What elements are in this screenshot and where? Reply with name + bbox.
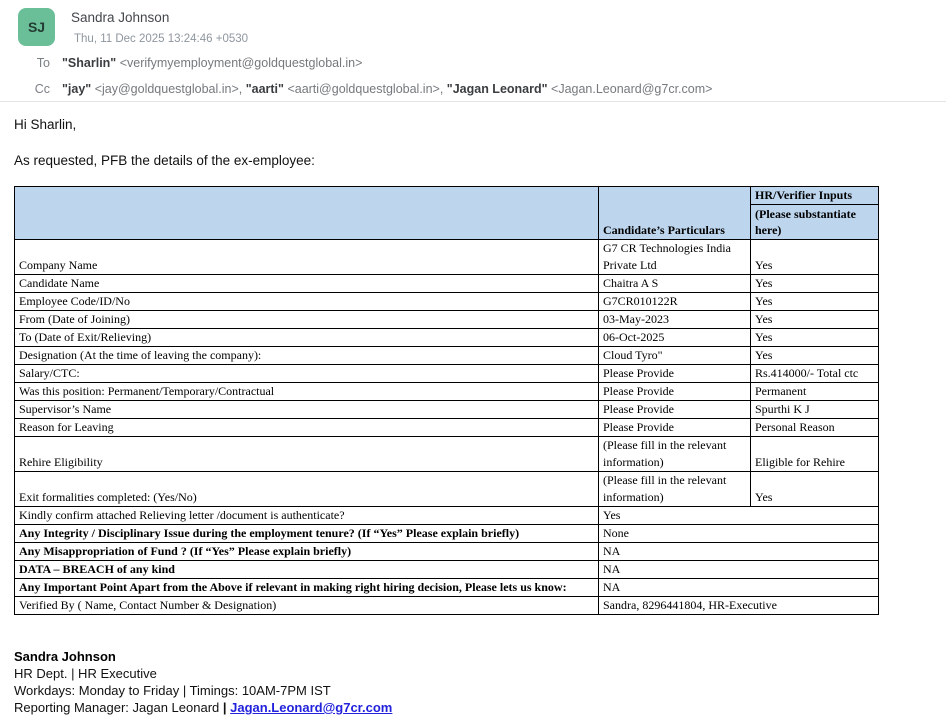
table-row bbox=[15, 579, 879, 597]
row-value: G7 CR Technologies India Private Ltd bbox=[599, 240, 751, 275]
table-row bbox=[15, 543, 879, 561]
row-verifier: Yes bbox=[751, 329, 879, 347]
row-verifier: Permanent bbox=[751, 383, 879, 401]
to-label: To bbox=[36, 56, 50, 70]
recipient-name: "Sharlin" bbox=[62, 56, 117, 70]
signature-manager-line bbox=[14, 699, 946, 716]
greeting-text: Hi Sharlin, bbox=[14, 117, 77, 132]
row-label: Supervisor’s Name bbox=[15, 401, 599, 419]
row-label: Salary/CTC: bbox=[15, 365, 599, 383]
row-label: Rehire Eligibility bbox=[15, 437, 599, 472]
table-row bbox=[15, 561, 879, 579]
row-value: NA bbox=[599, 543, 879, 561]
signature-workdays: Workdays: Monday to Friday | Timings: 10AM-7PM IST bbox=[14, 683, 331, 698]
row-value: Please Provide bbox=[599, 401, 751, 419]
table-row bbox=[15, 311, 879, 329]
row-label: Exit formalities completed: (Yes/No) bbox=[15, 472, 599, 507]
row-label: Reason for Leaving bbox=[15, 419, 599, 437]
row-value: NA bbox=[599, 579, 879, 597]
row-value: Chaitra A S bbox=[599, 275, 751, 293]
recipient-name: "aarti" bbox=[245, 82, 284, 96]
row-value: Sandra, 8296441804, HR-Executive bbox=[599, 597, 879, 615]
row-value: (Please fill in the relevant information) bbox=[599, 437, 751, 472]
row-value: 06-Oct-2025 bbox=[599, 329, 751, 347]
signature-manager-prefix: Reporting Manager: Jagan Leonard bbox=[14, 700, 223, 715]
signature-name: Sandra Johnson bbox=[14, 649, 116, 664]
row-value: Please Provide bbox=[599, 365, 751, 383]
row-value: 03-May-2023 bbox=[599, 311, 751, 329]
avatar bbox=[18, 8, 55, 46]
table-row bbox=[15, 347, 879, 365]
row-verifier: Personal Reason bbox=[751, 419, 879, 437]
cc-recipients bbox=[62, 81, 712, 98]
row-verifier: Yes bbox=[751, 472, 879, 507]
row-value: G7CR010122R bbox=[599, 293, 751, 311]
table-row bbox=[15, 419, 879, 437]
row-label: Employee Code/ID/No bbox=[15, 293, 599, 311]
table-row bbox=[15, 365, 879, 383]
email-header bbox=[0, 0, 946, 98]
signature-separator: | bbox=[222, 700, 231, 715]
cc-label: Cc bbox=[34, 82, 50, 96]
sent-date: Thu, 11 Dec 2025 13:24:46 +0530 bbox=[74, 33, 249, 45]
verification-table bbox=[14, 186, 879, 615]
table-row bbox=[15, 275, 879, 293]
to-row bbox=[18, 55, 946, 72]
row-label: To (Date of Exit/Relieving) bbox=[15, 329, 599, 347]
recipient-address: <aarti@goldquestglobal.in>, bbox=[283, 82, 447, 96]
header-verifier-cell bbox=[751, 187, 879, 240]
row-value: Cloud Tyro" bbox=[599, 347, 751, 365]
table-row bbox=[15, 597, 879, 615]
recipient-name: "Jagan Leonard" bbox=[446, 82, 548, 96]
cc-row bbox=[18, 81, 946, 98]
table-row bbox=[15, 329, 879, 347]
verification-table-body bbox=[15, 240, 879, 615]
row-label: Company Name bbox=[15, 240, 599, 275]
row-label: Was this position: Permanent/Temporary/Contractual bbox=[15, 383, 599, 401]
to-recipients bbox=[62, 55, 362, 72]
row-value: Yes bbox=[599, 507, 879, 525]
row-label: From (Date of Joining) bbox=[15, 311, 599, 329]
header-divider bbox=[0, 101, 946, 102]
row-label: Candidate Name bbox=[15, 275, 599, 293]
recipient-address: <Jagan.Leonard@g7cr.com> bbox=[547, 82, 713, 96]
row-value: Please Provide bbox=[599, 383, 751, 401]
row-verifier: Yes bbox=[751, 293, 879, 311]
row-label: Designation (At the time of leaving the company): bbox=[15, 347, 599, 365]
table-header-row bbox=[15, 187, 879, 240]
row-verifier: Eligible for Rehire bbox=[751, 437, 879, 472]
table-row bbox=[15, 293, 879, 311]
row-value: None bbox=[599, 525, 879, 543]
header-verifier-subtitle: (Please substantiate here) bbox=[755, 207, 856, 237]
signature-block bbox=[14, 648, 946, 716]
table-row bbox=[15, 240, 879, 275]
row-value: NA bbox=[599, 561, 879, 579]
row-label: Any Important Point Apart from the Above if relevant in making right hiring decision, Please lets us know: bbox=[15, 579, 599, 597]
recipient-name: "jay" bbox=[62, 82, 92, 96]
table-row bbox=[15, 383, 879, 401]
header-verifier-title: HR/Verifier Inputs bbox=[751, 187, 878, 205]
header-particulars-cell: Candidate’s Particulars bbox=[599, 187, 751, 240]
row-verifier: Rs.414000/- Total ctc bbox=[751, 365, 879, 383]
table-row bbox=[15, 507, 879, 525]
row-label: Any Misappropriation of Fund ? (If “Yes” Please explain briefly) bbox=[15, 543, 599, 561]
sender-name: Sandra Johnson bbox=[71, 10, 170, 25]
recipient-address: <jay@goldquestglobal.in>, bbox=[91, 82, 246, 96]
row-verifier: Yes bbox=[751, 275, 879, 293]
row-verifier: Yes bbox=[751, 347, 879, 365]
email-link[interactable]: Jagan.Leonard@g7cr.com bbox=[230, 700, 393, 715]
header-empty-cell bbox=[15, 187, 599, 240]
signature-dept: HR Dept. | HR Executive bbox=[14, 666, 157, 681]
row-label: Kindly confirm attached Relieving letter /document is authenticate? bbox=[15, 507, 599, 525]
row-value: (Please fill in the relevant information) bbox=[599, 472, 751, 507]
recipient-address: <verifymyemployment@goldquestglobal.in> bbox=[116, 56, 363, 70]
row-label: Verified By ( Name, Contact Number & Designation) bbox=[15, 597, 599, 615]
row-verifier: Yes bbox=[751, 311, 879, 329]
row-label: Any Integrity / Disciplinary Issue during the employment tenure? (If “Yes” Please explain briefly) bbox=[15, 525, 599, 543]
table-row bbox=[15, 437, 879, 472]
row-value: Please Provide bbox=[599, 419, 751, 437]
intro-text: As requested, PFB the details of the ex-employee: bbox=[14, 153, 315, 168]
avatar-initials: SJ bbox=[27, 19, 46, 35]
row-verifier: Yes bbox=[751, 240, 879, 275]
table-row bbox=[15, 401, 879, 419]
row-verifier: Spurthi K J bbox=[751, 401, 879, 419]
table-row bbox=[15, 525, 879, 543]
row-label: DATA – BREACH of any kind bbox=[15, 561, 599, 579]
table-row bbox=[15, 472, 879, 507]
